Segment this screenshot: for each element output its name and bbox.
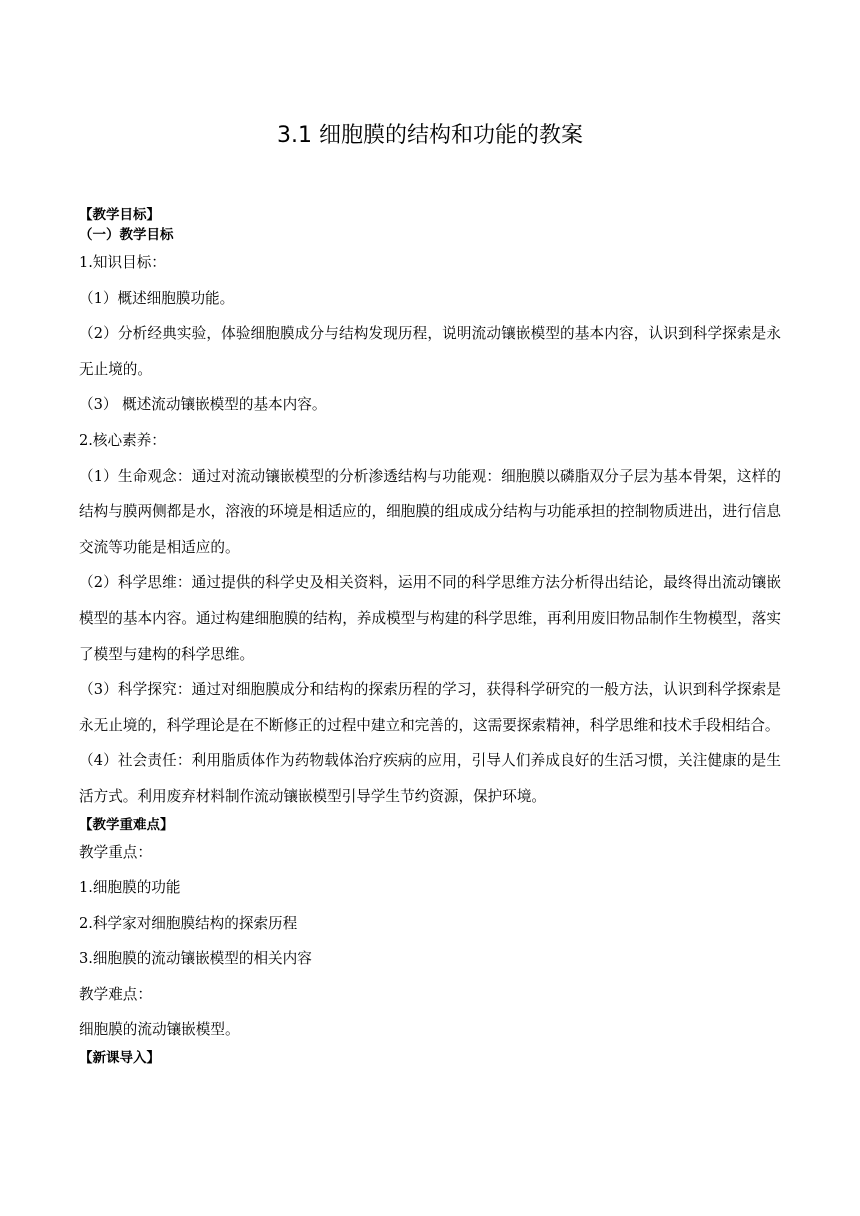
key-points-label: 教学重点： (79, 843, 152, 861)
heading-key-points: 【教学重难点】 (79, 816, 174, 833)
knowledge-goal-label: 1.知识目标： (79, 254, 166, 271)
knowledge-item-1: （1）概述细胞膜功能。 (79, 289, 235, 307)
knowledge-item-3: （3） 概述流动镶嵌模型的基本内容。 (79, 396, 327, 414)
heading-teaching-objectives: 【教学目标】 (79, 207, 160, 223)
core-literacy-label: 2.核心素养： (79, 431, 166, 449)
core-literacy-item-2: （2）科学思维：通过提供的科学史及相关资料，运用不同的科学思维方法分析得出结论，最终得出流动镶嵌模型的基本内容。通过构建细胞膜的结构，养成模型与构建的科学思维，再利用废旧物品制作生物模型，落实了模型与建构的科学思维。 (79, 574, 781, 663)
core-literacy-item-1: （1）生命观念：通过对流动镶嵌模型的分析渗透结构与功能观：细胞膜以磷脂双分子层为基本骨架，这样的结构与膜两侧都是水，溶液的环境是相适应的，细胞膜的组成成分结构与功能承担的控制物质进出，进行信息交流等功能是相适应的。 (79, 467, 781, 556)
document-title: 3.1 细胞膜的结构和功能的教案 (277, 123, 583, 148)
difficulty-item-1: 细胞膜的流动镶嵌模型。 (79, 1021, 240, 1039)
heading-new-lesson-intro: 【新课导入】 (79, 1050, 160, 1067)
core-literacy-item-4: （4）社会责任：利用脂质体作为药物载体治疗疾病的应用，引导人们养成良好的生活习惯，关注健康的是生活方式。利用废弃材料制作流动镶嵌模型引导学生节约资源，保护环境。 (79, 752, 781, 805)
key-point-1: 1.细胞膜的功能 (79, 879, 181, 897)
difficulty-label: 教学难点： (79, 985, 152, 1003)
key-point-2: 2.科学家对细胞膜结构的探索历程 (79, 914, 298, 932)
subheading-teaching-objectives: （一）教学目标 (79, 227, 174, 243)
core-literacy-item-3: （3）科学探究：通过对细胞膜成分和结构的探索历程的学习，获得科学研究的一般方法，认识到科学探索是永无止境的，科学理论是在不断修正的过程中建立和完善的，这需要探索精神，科学思维和技术手段相结合。 (79, 681, 781, 734)
document-body (79, 200, 781, 1068)
knowledge-item-2: （2）分析经典实验，体验细胞膜成分与结构发现历程，说明流动镶嵌模型的基本内容，认识到科学探索是永无止境的。 (79, 325, 781, 378)
key-point-3: 3.细胞膜的流动镶嵌模型的相关内容 (79, 950, 312, 968)
